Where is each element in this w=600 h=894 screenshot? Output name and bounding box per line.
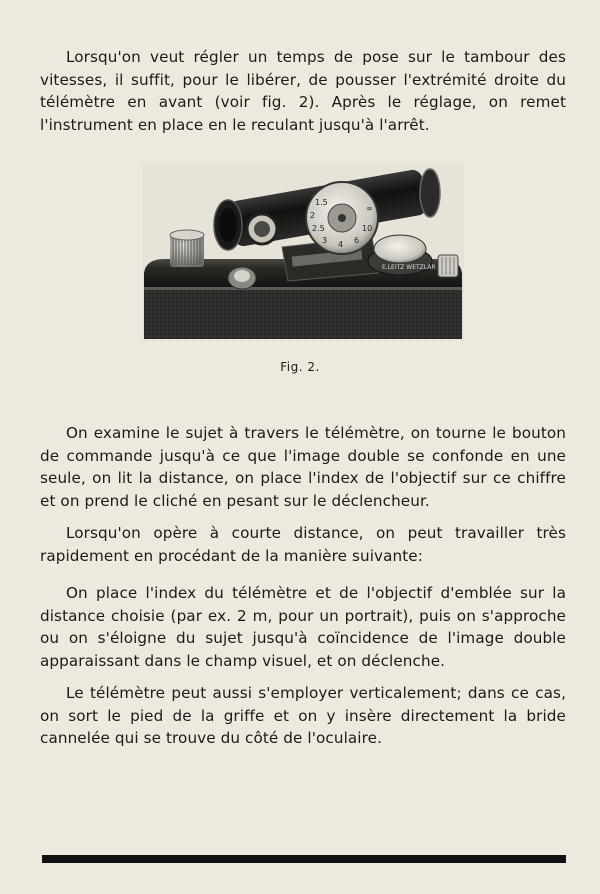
paragraph-examine: On examine le sujet à travers le télémètre, on tourne le bouton de commande jusqu'à ce que l'image double se confonde en une seule, on lit la distance, on place l'index de l'objectif sur ce chiffre et on prend le cliché en pesant sur le déclencheur. — [40, 424, 566, 510]
dial-label: 1.5 — [315, 198, 328, 207]
dial-label: 2 — [310, 211, 316, 220]
dial-label: 3 — [322, 236, 328, 245]
rangefinder-illustration — [142, 163, 464, 341]
paragraph-index: On place l'index du télémètre et de l'objectif d'emblée sur la distance choisie (par ex. 2 m, pour un portrait), puis on s'approche ou on s'éloigne du sujet jusqu'à coïncidence de l'image double apparaissant dans le champ visuel, et on déclenche. — [40, 584, 566, 670]
rangefinder-photo — [142, 163, 464, 341]
bottom-rule — [42, 855, 566, 863]
dial-label: 4 — [338, 240, 344, 249]
engraving-text: E.LEITZ WETZLAR — [382, 264, 436, 271]
paragraph-vertical: Le télémètre peut aussi s'employer verticalement; dans ce cas, on sort le pied de la griffe et on y insère directement la bride cannelée qui se trouve du côté de l'oculaire. — [40, 684, 566, 747]
dial-label: ∞ — [366, 204, 373, 213]
figure-caption: Fig. 2. — [280, 360, 320, 374]
paragraph-intro: Lorsqu'on veut régler un temps de pose sur le tambour des vitesses, il suffit, pour le libérer, de pousser l'extrémité droite du télémètre en avant (voir fig. 2). Après le réglage, on remet l'instrument en place en le reculant jusqu'à l'arrêt. — [40, 48, 566, 134]
dial-label: 2.5 — [312, 224, 325, 233]
paragraph-short-distance: Lorsqu'on opère à courte distance, on peut travailler très rapidement en procédant de la manière suivante: — [40, 524, 566, 565]
dial-label: 6 — [354, 236, 360, 245]
dial-label: 10 — [362, 224, 373, 233]
